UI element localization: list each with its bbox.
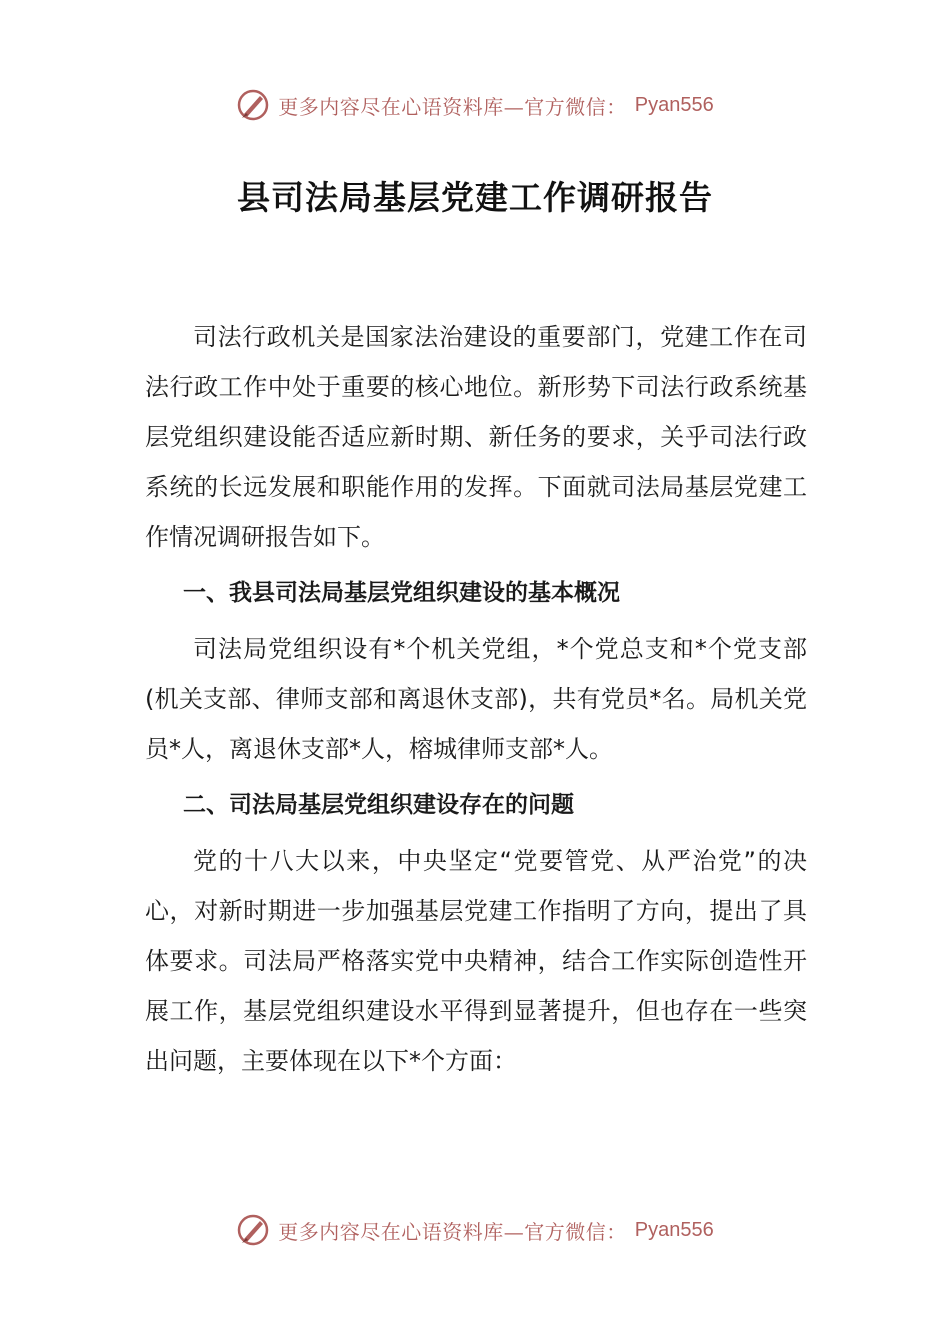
pen-logo-icon: [236, 88, 270, 122]
document-body: [145, 312, 807, 1086]
footer-watermark-banner: [0, 1210, 950, 1250]
section-paragraph-1: 司法局党组织设有*个机关党组，*个党总支和*个党支部(机关支部、律师支部和离退休支部)，共有党员*名。局机关党员*人，离退休支部*人，榕城律师支部*人。: [145, 635, 807, 763]
watermark-wechat-id: Pyan556: [634, 1218, 714, 1241]
header-watermark-banner: [0, 85, 950, 125]
section-paragraph-2: 党的十八大以来，中央坚定“党要管党、从严治党”的决心，对新时期进一步加强基层党建工作指明了方向，提出了具体要求。司法局严格落实党中央精神，结合工作实际创造性开展工作，基层党组织建设水平得到显著提升，但也存在一些突出问题，主要体现在以下*个方面：: [145, 847, 807, 1075]
section-heading-2: 二、司法局基层党组织建设存在的问题: [183, 792, 574, 818]
watermark-text: 更多内容尽在心语资料库—官方微信：: [278, 94, 627, 119]
section-heading-1: 一、我县司法局基层党组织建设的基本概况: [183, 580, 620, 606]
watermark-text: 更多内容尽在心语资料库—官方微信：: [278, 1219, 627, 1244]
pen-logo-icon: [236, 1213, 270, 1247]
intro-paragraph: 司法行政机关是国家法治建设的重要部门，党建工作在司法行政工作中处于重要的核心地位。新形势下司法行政系统基层党组织建设能否适应新时期、新任务的要求，关乎司法行政系统的长远发展和职能作用的发挥。下面就司法局基层党建工作情况调研报告如下。: [145, 323, 807, 551]
document-title: 县司法局基层党建工作调研报告: [237, 178, 713, 217]
watermark-wechat-id: Pyan556: [634, 93, 714, 116]
